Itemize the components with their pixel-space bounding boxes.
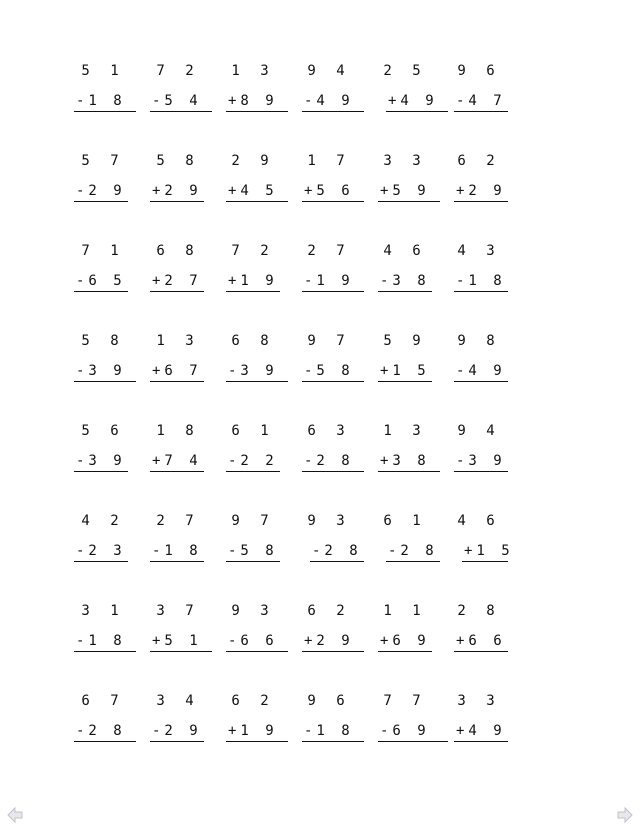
top-operand: 3 1 <box>81 603 125 619</box>
bottom-operand-with-answer-line: -1 8 <box>74 632 136 652</box>
bottom-operand-with-answer-line: -6 6 <box>226 632 288 652</box>
problem-row <box>0 62 644 132</box>
top-operand: 1 7 <box>307 153 351 169</box>
bottom-operand-with-answer-line: +6 6 <box>454 632 508 652</box>
top-operand: 2 8 <box>457 603 501 619</box>
next-page-button[interactable] <box>616 806 634 824</box>
top-operand: 7 2 <box>156 63 200 79</box>
bottom-operand-with-answer-line: +8 9 <box>226 92 288 112</box>
bottom-operand-with-answer-line: +3 8 <box>378 452 440 472</box>
top-operand: 5 8 <box>156 153 200 169</box>
top-operand: 3 4 <box>156 693 200 709</box>
top-operand: 6 2 <box>457 153 501 169</box>
bottom-operand-with-answer-line: +1 5 <box>378 362 432 382</box>
top-operand: 2 7 <box>307 243 351 259</box>
top-operand: 9 3 <box>231 603 275 619</box>
top-operand: 5 8 <box>81 333 125 349</box>
top-operand: 3 3 <box>457 693 501 709</box>
problem-row <box>0 512 644 582</box>
bottom-operand-with-answer-line: -3 9 <box>226 362 288 382</box>
bottom-operand-with-answer-line: +5 6 <box>302 182 364 202</box>
bottom-operand-with-answer-line: +1 9 <box>226 272 280 292</box>
top-operand: 6 1 <box>383 513 427 529</box>
bottom-operand-with-answer-line: -2 8 <box>74 722 136 742</box>
top-operand: 9 7 <box>307 333 351 349</box>
top-operand: 3 7 <box>156 603 200 619</box>
top-operand: 1 1 <box>383 603 427 619</box>
top-operand: 6 2 <box>307 603 351 619</box>
top-operand: 9 4 <box>307 63 351 79</box>
bottom-operand-with-answer-line: +2 9 <box>150 182 204 202</box>
top-operand: 2 5 <box>383 63 427 79</box>
bottom-operand-with-answer-line: +4 9 <box>386 92 448 112</box>
bottom-operand-with-answer-line: +7 4 <box>150 452 204 472</box>
problem-row <box>0 692 644 762</box>
top-operand: 9 4 <box>457 423 501 439</box>
top-operand: 7 1 <box>81 243 125 259</box>
top-operand: 4 6 <box>383 243 427 259</box>
bottom-operand-with-answer-line: +2 9 <box>454 182 508 202</box>
bottom-operand-with-answer-line: -1 8 <box>454 272 508 292</box>
top-operand: 6 3 <box>307 423 351 439</box>
top-operand: 4 3 <box>457 243 501 259</box>
bottom-operand-with-answer-line: -6 5 <box>74 272 128 292</box>
bottom-operand-with-answer-line: +2 9 <box>302 632 364 652</box>
bottom-operand-with-answer-line: +4 9 <box>454 722 508 742</box>
top-operand: 9 3 <box>307 513 351 529</box>
top-operand: 4 6 <box>457 513 501 529</box>
prev-page-button[interactable] <box>6 806 24 824</box>
bottom-operand-with-answer-line: -2 8 <box>302 452 364 472</box>
bottom-operand-with-answer-line: -1 8 <box>74 92 136 112</box>
top-operand: 1 8 <box>156 423 200 439</box>
bottom-operand-with-answer-line: -4 9 <box>454 362 508 382</box>
bottom-operand-with-answer-line: -2 8 <box>310 542 364 562</box>
problem-row <box>0 152 644 222</box>
bottom-operand-with-answer-line: +6 9 <box>378 632 432 652</box>
bottom-operand-with-answer-line: -1 8 <box>302 722 364 742</box>
bottom-operand-with-answer-line: -2 9 <box>150 722 204 742</box>
bottom-operand-with-answer-line: +5 1 <box>150 632 212 652</box>
bottom-operand-with-answer-line: -3 9 <box>454 452 508 472</box>
bottom-operand-with-answer-line: -3 8 <box>378 272 432 292</box>
bottom-operand-with-answer-line: -4 7 <box>454 92 508 112</box>
top-operand: 9 6 <box>307 693 351 709</box>
problem-row <box>0 602 644 672</box>
bottom-operand-with-answer-line: +2 7 <box>150 272 204 292</box>
top-operand: 6 7 <box>81 693 125 709</box>
top-operand: 5 1 <box>81 63 125 79</box>
bottom-operand-with-answer-line: -2 2 <box>226 452 280 472</box>
top-operand: 6 1 <box>231 423 275 439</box>
top-operand: 6 2 <box>231 693 275 709</box>
bottom-operand-with-answer-line: +1 9 <box>226 722 288 742</box>
bottom-operand-with-answer-line: -1 9 <box>302 272 364 292</box>
bottom-operand-with-answer-line: +1 5 <box>462 542 508 562</box>
bottom-operand-with-answer-line: +4 5 <box>226 182 288 202</box>
top-operand: 9 7 <box>231 513 275 529</box>
top-operand: 5 9 <box>383 333 427 349</box>
arrow-right-icon <box>616 806 634 824</box>
top-operand: 2 9 <box>231 153 275 169</box>
problem-row <box>0 422 644 492</box>
arrow-left-icon <box>6 806 24 824</box>
top-operand: 9 8 <box>457 333 501 349</box>
top-operand: 4 2 <box>81 513 125 529</box>
problem-row <box>0 242 644 312</box>
top-operand: 9 6 <box>457 63 501 79</box>
top-operand: 3 3 <box>383 153 427 169</box>
top-operand: 1 3 <box>383 423 427 439</box>
top-operand: 7 7 <box>383 693 427 709</box>
bottom-operand-with-answer-line: -5 4 <box>150 92 212 112</box>
top-operand: 5 7 <box>81 153 125 169</box>
bottom-operand-with-answer-line: -1 8 <box>150 542 204 562</box>
bottom-operand-with-answer-line: +6 7 <box>150 362 204 382</box>
bottom-operand-with-answer-line: -3 9 <box>74 362 136 382</box>
bottom-operand-with-answer-line: -5 8 <box>302 362 364 382</box>
top-operand: 1 3 <box>156 333 200 349</box>
bottom-operand-with-answer-line: -2 3 <box>74 542 128 562</box>
problem-row <box>0 332 644 402</box>
top-operand: 1 3 <box>231 63 275 79</box>
top-operand: 7 2 <box>231 243 275 259</box>
bottom-operand-with-answer-line: -6 9 <box>378 722 448 742</box>
bottom-operand-with-answer-line: -3 9 <box>74 452 128 472</box>
bottom-operand-with-answer-line: -2 9 <box>74 182 128 202</box>
top-operand: 6 8 <box>231 333 275 349</box>
bottom-operand-with-answer-line: -5 8 <box>226 542 280 562</box>
top-operand: 5 6 <box>81 423 125 439</box>
bottom-operand-with-answer-line: -2 8 <box>386 542 440 562</box>
top-operand: 2 7 <box>156 513 200 529</box>
bottom-operand-with-answer-line: -4 9 <box>302 92 364 112</box>
bottom-operand-with-answer-line: +5 9 <box>378 182 440 202</box>
top-operand: 6 8 <box>156 243 200 259</box>
